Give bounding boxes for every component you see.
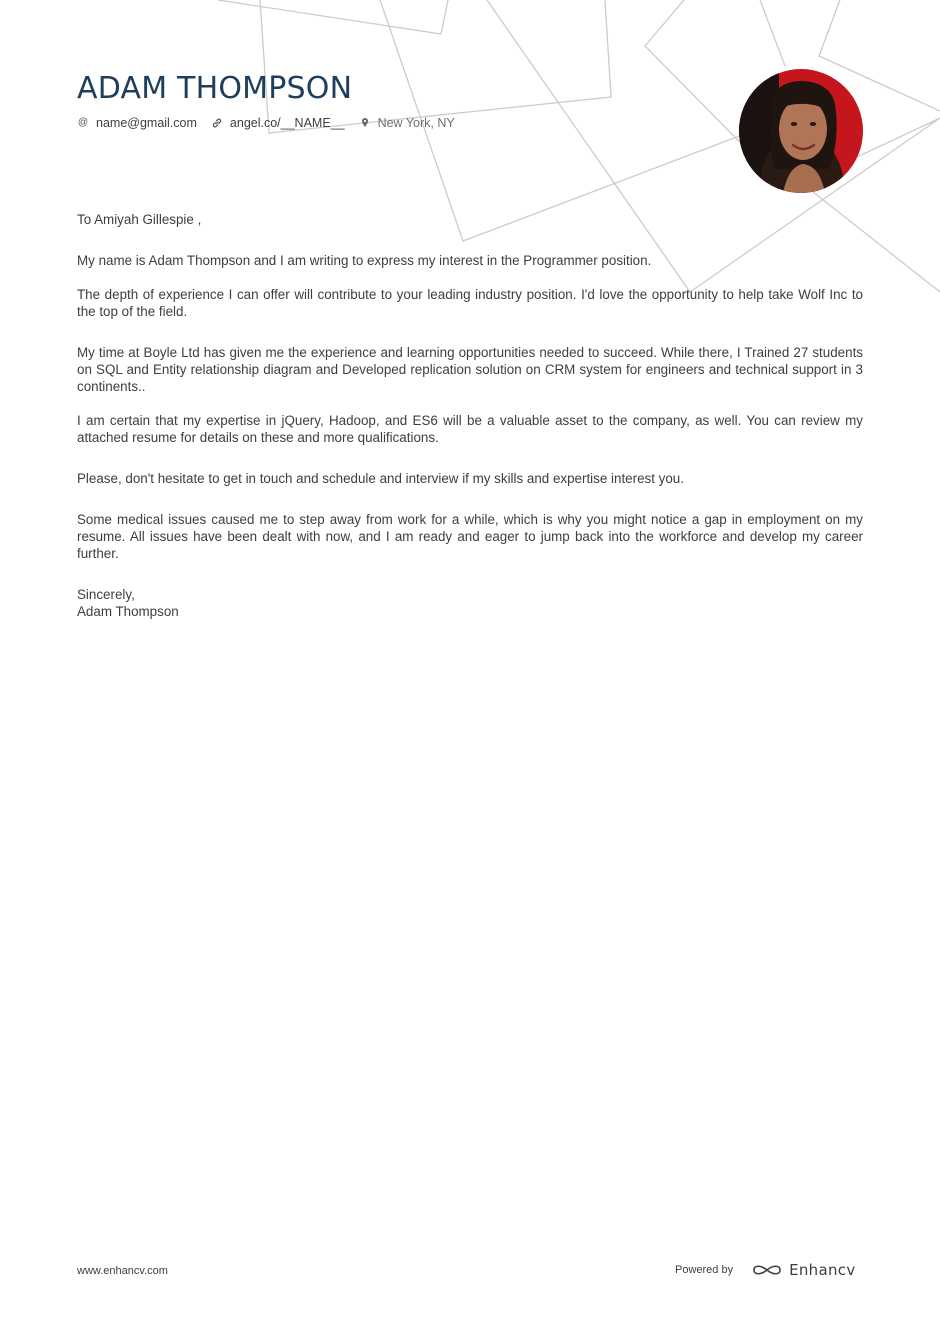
recipient-line: To Amiyah Gillespie , <box>77 212 202 227</box>
contact-bar <box>77 116 717 130</box>
at-icon: @ <box>77 117 89 128</box>
letter-paragraph: My time at Boyle Ltd has given me the experience and learning opportunities needed to succeed. While there, I Trained 27 students on SQL and Entity relationship diagram and Developed replication solution on CRM system for engineers and technical support in 3 continents.. <box>77 345 863 394</box>
location-pin-icon <box>359 117 371 129</box>
contact-link[interactable] <box>211 116 345 130</box>
letter-paragraph: Please, don't hesitate to get in touch and schedule and interview if my skills and expertise interest you. <box>77 471 684 486</box>
signature-name: Adam Thompson <box>77 604 179 619</box>
header <box>77 70 717 130</box>
footer-website[interactable]: www.enhancv.com <box>77 1265 168 1277</box>
contact-location <box>359 116 455 130</box>
email-text: name@gmail.com <box>96 116 197 130</box>
letter-paragraph: I am certain that my expertise in jQuery, Hadoop, and ES6 will be a valuable asset to the company, as well. You can review my attached resume for details on these and more qualifications. <box>77 413 863 445</box>
letter-body <box>77 211 863 637</box>
link-icon <box>211 117 223 129</box>
candidate-name: ADAM THOMPSON <box>77 71 353 106</box>
location-text: New York, NY <box>377 116 455 130</box>
link-text: angel.co/__NAME__ <box>229 116 345 130</box>
contact-email[interactable] <box>77 116 197 130</box>
brand-name: Enhancv <box>789 1261 856 1279</box>
letter-paragraph: Some medical issues caused me to step away from work for a while, which is why you might notice a gap in employment on my resume. All issues have been dealt with now, and I am ready and eager to jump back into the workforce and develop my career further. <box>77 512 863 561</box>
enhancv-logo[interactable] <box>751 1261 855 1279</box>
letter-paragraph: My name is Adam Thompson and I am writing to express my interest in the Programmer position. <box>77 253 652 268</box>
profile-photo <box>739 69 863 193</box>
closing-line: Sincerely, <box>77 587 135 602</box>
letter-paragraph: The depth of experience I can offer will contribute to your leading industry position. I'd love the opportunity to help take Wolf Inc to the top of the field. <box>77 287 863 319</box>
powered-by-label: Powered by <box>675 1264 734 1276</box>
enhancv-logo-icon <box>751 1261 783 1279</box>
closing-block <box>77 586 863 620</box>
footer-branding <box>675 1261 856 1279</box>
